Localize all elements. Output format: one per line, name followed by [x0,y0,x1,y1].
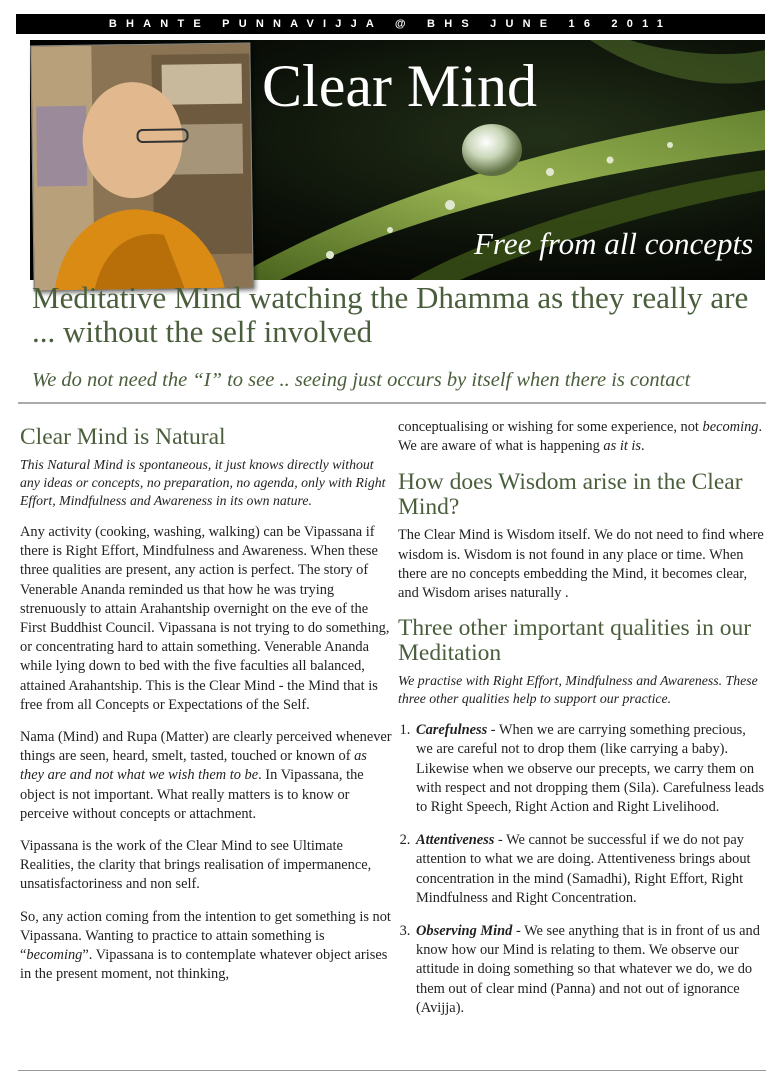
left-column [20,425,392,997]
qualities-list [398,721,766,1018]
monk-portrait-photo [30,42,253,291]
section-heading-clear-mind: Clear Mind is Natural [20,424,226,450]
paragraph: Any activity (cooking, washing, walking) can be Vipassana if there is Right Effort, Mindfulness and Awareness. When these three qualities are present, any action is perfect. The story of Venerable Ananda reminded us that how he was trying strenuously to attain Arahantship overnight on the eve of the First Buddhist Council. Vipassana is not trying to do something, or concentrating hard to attain something. Venerable Ananda while lying down to bed with the five faculties all balanced, attained Arahantship. This is the Clear Mind - the Mind that is free from all Concepts or Expectations of the Self. [20,524,390,713]
section-intro: This Natural Mind is spontaneous, it just knows directly without any ideas or concepts, no preparation, no agenda, only with Right Effort, Mindfulness and Awareness in its own nature. [20,457,386,508]
section-intro: We practise with Right Effort, Mindfulness and Awareness. These three other qualities help to support our practice. [398,673,758,707]
list-item: 2. Attentiveness - We cannot be successful if we do not pay attention to what we are doing. Attentiveness brings about concentration in the mind (Samadhi), Right Effort, Right Mindfulness and Right Concentration. [414,831,766,908]
paragraph: The Clear Mind is Wisdom itself. We do not need to find where wisdom is. Wisdom is not found in any place or time. When there are no concepts embedding the Mind, it becomes clear, and Wisdom arises naturally . [398,527,764,602]
tagline: We do not need the “I” to see .. seeing just occurs by itself when there is contact [32,369,691,391]
header-bar: BHANTE PUNNAVIJJA @ BHS JUNE 16 2011 [16,14,765,34]
banner-title: Clear Mind [262,53,537,119]
list-item: 1. Carefulness - When we are carrying something precious, we are careful not to drop them (like carrying a baby). Likewise when we observe our precepts, we carry them on with respect and not dropping them (Sila). Carefulness leads to Right Speech, Right Action and Right Livelihood. [414,721,766,817]
section-heading-qualities: Three other important qualities in our Meditation [398,615,752,667]
paragraph: Nama (Mind) and Rupa (Matter) are clearly perceived whenever things are seen, heard, smelt, tasted, touched or known of as they are and not what we wish them to be. In Vipassana, the object is not important. What really matters is to know or perceive without concepts or attachment. [20,729,392,822]
headline: Meditative Mind watching the Dhamma as they really are ... without the self involved [32,280,749,349]
paragraph: Vipassana is the work of the Clear Mind to see Ultimate Realities, the clarity that brings realisation of impermanence, unsatisfactoriness and non self. [20,838,372,893]
divider [18,402,766,404]
banner-subtitle: Free from all concepts [474,226,754,261]
paragraph: So, any action coming from the intention to get something is not Vipassana. Wanting to practice to attain something is “becoming”. Vipassana is to contemplate whatever object arises in the present moment, not thinking, [20,908,391,983]
list-item: 3. Observing Mind - We see anything that is in front of us and know how our Mind is relating to them. We observe our attitude in doing something so that whatever we do, we do them out of clear mind (Panna) and not out of ignorance (Avijja). [414,922,766,1018]
footer-divider [18,1070,766,1071]
right-column [398,418,766,1032]
paragraph: conceptualising or wishing for some experience, not becoming. We are aware of what is happening as it is. [398,419,763,455]
section-heading-wisdom: How does Wisdom arise in the Clear Mind? [398,469,743,521]
